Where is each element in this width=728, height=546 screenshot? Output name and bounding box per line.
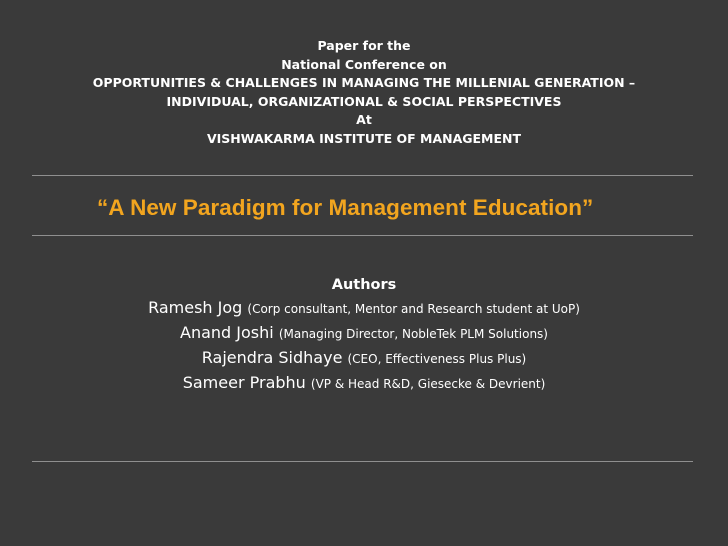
author-role: (Corp consultant, Mentor and Research student at UoP) [247, 302, 580, 316]
header-line-institute: VISHWAKARMA INSTITUTE OF MANAGEMENT [206, 130, 522, 146]
header-line-perspectives: INDIVIDUAL, ORGANIZATIONAL & SOCIAL PERSPECTIVES [166, 93, 562, 109]
paper-title: “A New Paradigm for Management Education” [97, 195, 594, 220]
author-name: Ramesh Jog [148, 298, 243, 317]
author-entry [0, 371, 728, 396]
header-line-paper-for: Paper for the [317, 38, 411, 53]
author-role: (VP & Head R&D, Giesecke & Devrient) [310, 377, 546, 391]
author-name: Sameer Prabhu [182, 373, 306, 392]
top-divider [32, 175, 693, 176]
author-role: (CEO, Effectiveness Plus Plus) [347, 352, 527, 366]
author-entry [0, 321, 728, 346]
author-role: (Managing Director, NobleTek PLM Solutions) [278, 327, 548, 341]
author-entry [0, 296, 728, 321]
authors-heading: Authors [331, 277, 397, 293]
authors-block [0, 274, 728, 396]
conference-header [0, 37, 728, 148]
author-entry [0, 346, 728, 371]
author-name: Anand Joshi [180, 323, 274, 342]
bottom-divider [32, 461, 693, 462]
title-divider [32, 235, 693, 236]
header-line-conference-theme: OPPORTUNITIES & CHALLENGES IN MANAGING THE MILLENIAL GENERATION – [92, 75, 636, 90]
header-line-at: At [356, 112, 372, 127]
author-name: Rajendra Sidhaye [201, 348, 343, 367]
header-line-national-conference: National Conference on [281, 56, 447, 72]
